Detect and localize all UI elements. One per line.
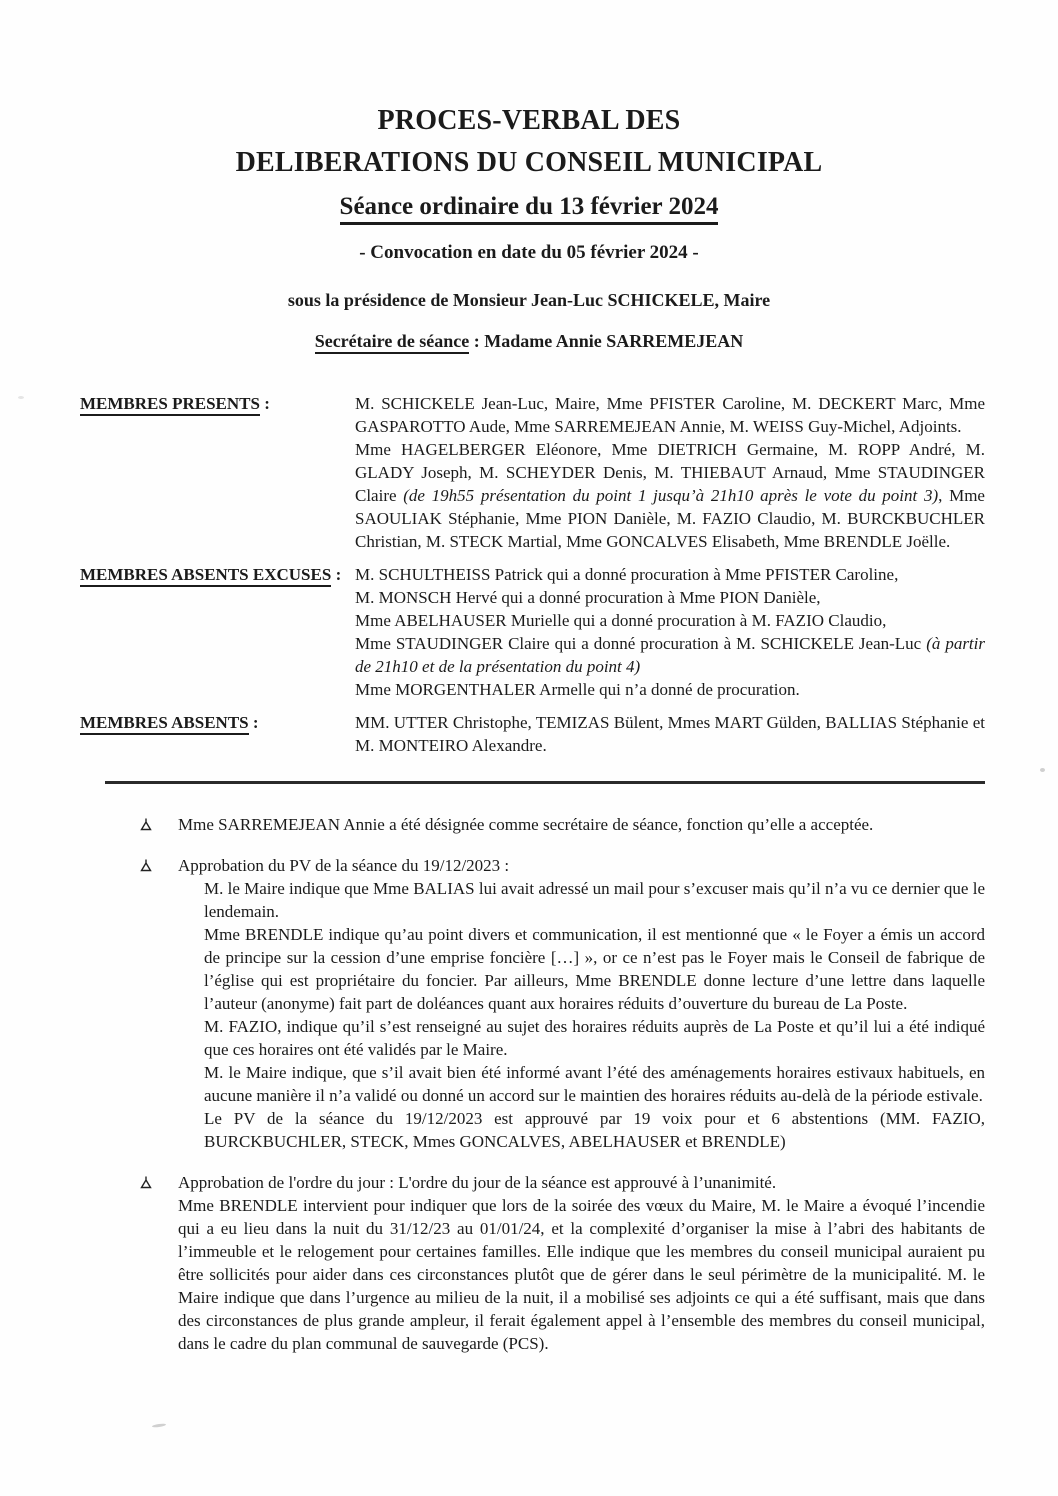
excuses-italic-note: (à partir de 21h10 et de la présentation du point 4) — [355, 634, 985, 676]
minutes-item-agenda-approval — [140, 1171, 985, 1355]
minutes-item-body — [178, 813, 985, 836]
members-excuses-label: MEMBRES ABSENTS EXCUSES : — [80, 563, 355, 586]
members-absents-row — [80, 711, 985, 757]
members-section — [0, 392, 1058, 757]
agenda-approval-intro: Approbation de l'ordre du jour : L'ordre du jour de la séance est approuvé à l’unanimité. — [178, 1173, 777, 1192]
presents-paragraph-1: M. SCHICKELE Jean-Luc, Maire, Mme PFISTER Caroline, M. DECKERT Marc, Mme GASPAROTTO Aude, Mme SARREMEJEAN Annie, M. WEISS Guy-Michel, Adjoints. — [355, 394, 985, 436]
minutes-item-body — [178, 1171, 985, 1355]
agenda-approval-paragraph: Mme BRENDLE intervient pour indiquer que lors de la soirée des vœux du Maire, M. le Maire a évoqué l’incendie qui a eu lieu dans la nuit du 31/12/23 au 01/01/24, et la complexité d’organiser la mise à l’abri des habitants de l’immeuble et le relogement pour certaines familles. Elle indique que les membres du conseil municipal auraient pu être sollicités pour aider dans ces circonstances plutôt que de gérer dans le seul périmètre de la municipalité. M. le Maire indique que dans l’urgence au milieu de la nuit, il a mobilisé ses adjoints ce qui a été suffisant, mais que dans des circonstances de plus grande ampleur, il ferait également appel à l’ensemble des membres du conseil municipal, dans le cadre du plan communal de sauvegarde (PCS). — [178, 1196, 985, 1353]
pv-approval-paragraph: Mme BRENDLE indique qu’au point divers et communication, il est mentionné que « le Foyer a émis un accord de principe sur la cession d’une emprise foncière […] », or ce n’est pas le Foyer mais le Conseil de fabrique de l’église qui est propriétaire du foncier. Par ailleurs, Mme BRENDLE donne lecture d’une lettre dans laquelle l’auteur (anonyme) fait part de doléances quant aux horaires réduits d’ouverture du bureau de La Poste. — [204, 925, 985, 1013]
members-presents-row — [80, 392, 985, 553]
members-presents-label: MEMBRES PRESENTS : — [80, 392, 355, 415]
excuses-line-5: Mme MORGENTHALER Armelle qui n’a donné de procuration. — [355, 680, 800, 699]
minutes-item-secretary — [140, 813, 985, 836]
page-title-line1: PROCES-VERBAL DES — [377, 105, 681, 136]
secretary-line — [0, 331, 1058, 352]
minutes-item-body — [178, 854, 985, 1153]
scan-artifact — [1040, 768, 1045, 772]
page-title — [0, 100, 1058, 184]
secretary-designation-text: Mme SARREMEJEAN Annie a été désignée comme secrétaire de séance, fonction qu’elle a acceptée. — [178, 815, 874, 834]
pv-approval-paragraph: M. le Maire indique, que s’il avait bien été informé avant l’été des aménagements horaires estivaux habituels, en aucune manière il n’a validé ou donné un accord sur le maintien des horaires réduits au-delà de la période estivale. — [204, 1063, 985, 1105]
triangle-bullet-icon — [140, 854, 178, 872]
absents-text: MM. UTTER Christophe, TEMIZAS Bülent, Mmes MART Gülden, BALLIAS Stéphanie et M. MONTEIRO Alexandre. — [355, 713, 985, 755]
members-absents-content — [355, 711, 985, 757]
page-title-line2: DELIBERATIONS DU CONSEIL MUNICIPAL — [235, 147, 823, 178]
label-colon: : — [335, 565, 342, 584]
pv-approval-intro: Approbation du PV de la séance du 19/12/2023 : — [178, 856, 510, 875]
excuses-line-3: Mme ABELHAUSER Murielle qui a donné procuration à M. FAZIO Claudio, — [355, 611, 887, 630]
secretary-value: : Madame Annie SARREMEJEAN — [473, 331, 744, 351]
minutes-item-pv-approval — [140, 854, 985, 1153]
members-presents-content — [355, 392, 985, 553]
presents-italic-note: (de 19h55 présentation du point 1 jusqu’à 21h10 après le vote du point 3) — [403, 486, 939, 505]
excuses-line-4: Mme STAUDINGER Claire qui a donné procuration à M. SCHICKELE Jean-Luc (à partir de 21h10 et de la présentation du point 4) — [355, 634, 985, 676]
pv-approval-paragraph: M. le Maire indique que Mme BALIAS lui avait adressé un mail pour s’excuser mais qu’il n’a vu ce dernier que le lendemain. — [204, 879, 985, 921]
pv-approval-paragraph: M. FAZIO, indique qu’il s’est renseigné au sujet des horaires réduits auprès de La Poste et qu’il lui a été indiqué que ces horaires ont été validés par le Maire. — [204, 1017, 985, 1059]
pv-approval-paragraph: Le PV de la séance du 19/12/2023 est approuvé par 19 voix pour et 6 abstentions (MM. FAZIO, BURCKBUCHLER, STECK, Mmes GONCALVES, ABELHAUSER et BRENDLE) — [204, 1109, 985, 1151]
triangle-bullet-icon — [140, 813, 178, 831]
session-title-text: Séance ordinaire du 13 février 2024 — [340, 193, 719, 225]
secretary-label: Secrétaire de séance — [315, 331, 470, 354]
members-absents-label: MEMBRES ABSENTS : — [80, 711, 355, 734]
convocation-line: - Convocation en date du 05 février 2024 - — [359, 242, 699, 263]
scan-artifact — [152, 1423, 166, 1428]
presidence-line: sous la présidence de Monsieur Jean-Luc SCHICKELE, Maire — [287, 290, 771, 310]
minutes-items — [0, 813, 1058, 1355]
excuses-line-2: M. MONSCH Hervé qui a donné procuration à Mme PION Danièle, — [355, 588, 821, 607]
horizontal-rule — [105, 781, 985, 784]
scan-artifact — [18, 396, 24, 399]
document-header — [0, 0, 1058, 352]
label-colon: : — [252, 713, 259, 732]
presents-paragraph-2: Mme HAGELBERGER Eléonore, Mme DIETRICH Germaine, M. ROPP André, M. GLADY Joseph, M. SCHEYDER Denis, M. THIEBAUT Arnaud, Mme STAUDINGER Claire (de 19h55 présentation du point 1 jusqu’à 21h10 après le vote du point 3), Mme SAOULIAK Stéphanie, Mme PION Danièle, M. FAZIO Claudio, M. BURCKBUCHLER Christian, M. STECK Martial, Mme GONCALVES Elisabeth, Mme BRENDLE Joëlle. — [355, 440, 985, 551]
members-excuses-content — [355, 563, 985, 701]
excuses-line-1: M. SCHULTHEISS Patrick qui a donné procuration à Mme PFISTER Caroline, — [355, 565, 899, 584]
session-title — [0, 192, 1058, 222]
label-colon: : — [264, 394, 270, 413]
members-excuses-row — [80, 563, 985, 701]
triangle-bullet-icon — [140, 1171, 178, 1189]
